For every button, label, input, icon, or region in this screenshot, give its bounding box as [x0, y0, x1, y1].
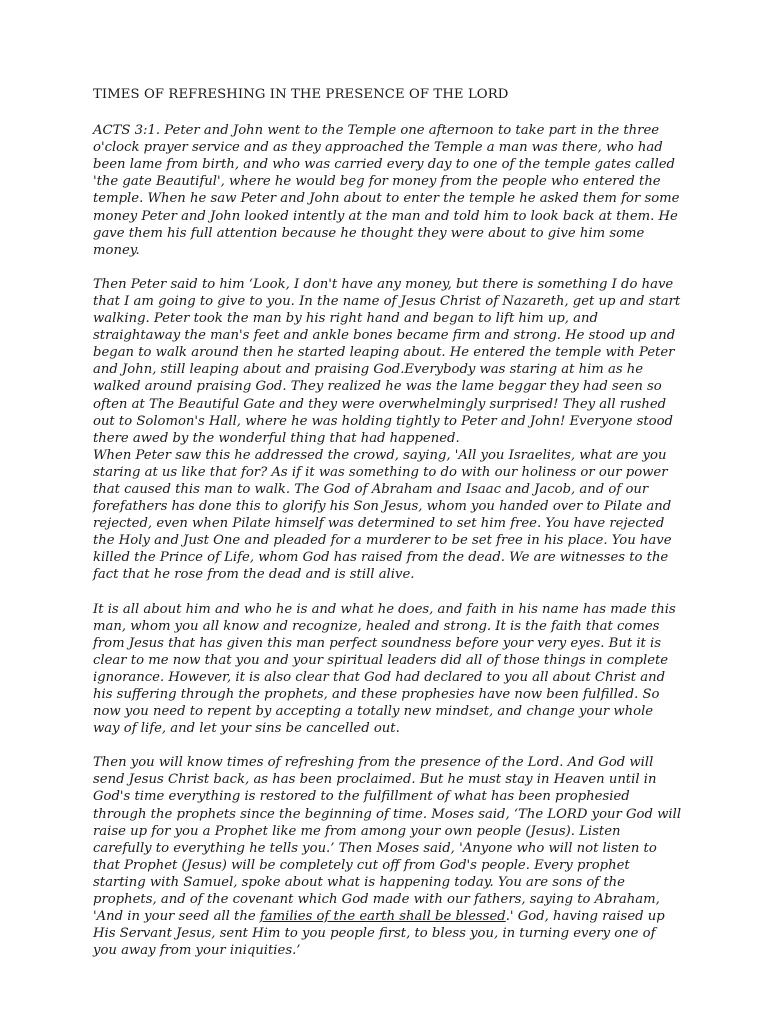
underlined-phrase: families of the earth shall be blessed [259, 909, 506, 925]
paragraph-text-after: .' God, having raised up His Servant Jesus, sent Him to you people first, to bless you, in turning every one of you away from your iniquities.’ [93, 909, 665, 959]
paragraph-peter-address: When Peter saw this he addressed the crowd, saying, 'All you Israelites, what are you staring at us like that for? As if it was something to do with our holiness or our power that caused this man to walk. The God of Abraham and Isaac and Jacob, and of our forefathers has done this to glorify his Son Jesus, whom you handed over to Pilate and rejected, even when Pilate himself was determined to set him free. You have rejected the Holy and Just One and pleaded for a murderer to be set free in his place. You have killed the Prince of Life, whom God has raised from the dead. We are witnesses to the fact that he rose from the dead and is still alive. [93, 447, 672, 583]
paragraph-faith-in-name: It is all about him and who he is and what he does, and faith in his name has made this man, whom you all know and recognize, healed and strong. It is the faith that comes from Jesus that has given this man perfect soundness before your very eyes. But it is clear to me now that you and your spiritual leaders did all of those things in complete ignorance. However, it is also clear that God had declared to you all about Christ and his suffering through the prophets, and these prophesies have now been fulfilled. So now you need to repent by accepting a totally new mindset, and change your whole way of life, and let your sins be cancelled out. [93, 601, 676, 737]
paragraph-acts-intro: ACTS 3:1. Peter and John went to the Temple one afternoon to take part in the three o'clock prayer service and as they approached the Temple a man was there, who had been lame from birth, and who was carried every day to one of the temple gates called 'the gate Beautiful', where he would beg for money from the people who entered the temple. When he saw Peter and John about to enter the temple he asked them for some money Peter and John looked intently at the man and told him to look back at them. He gave them his full attention because he thought they were about to give him some money. [93, 123, 680, 258]
document-body [93, 86, 683, 959]
paragraph-text-before: Then you will know times of refreshing from the presence of the Lord. And God will send Jesus Christ back, as has been proclaimed. But he must stay in Heaven until in God's time everything is restored to the fulfillment of what has been prophesied through the prophets since the beginning of time. Moses said, ‘The LORD your God will raise up for you a Prophet like me from among your own people (Jesus). Listen carefully to everything he tells you.’ Then Moses said, 'Anyone who will not listen to that Prophet (Jesus) will be completely cut off from God's people. Every prophet starting with Samuel, spoke about what is happening today. You are sons of the prophets, and of the covenant which God made with our fathers, saying to Abraham, 'And in your seed all the [93, 755, 682, 925]
paragraph-peter-healing: Then Peter said to him ‘Look, I don't have any money, but there is something I do have that I am going to give to you. In the name of Jesus Christ of Nazareth, get up and start walking. Peter took the man by his right hand and began to lift him up, and straightaway the man's feet and ankle bones became firm and strong. He stood up and began to walk around then he started leaping about. He entered the temple with Peter and John, still leaping about and praising God.Everybody was staring at him as he walked around praising God. They realized he was the lame beggar they had seen so often at The Beautiful Gate and they were overwhelmingly surprised! They all rushed out to Solomon's Hall, where he was holding tightly to Peter and John! Everyone stood there awed by the wonderful thing that had happened. [93, 276, 681, 446]
paragraph-times-of-refreshing [93, 754, 683, 959]
document-title: TIMES OF REFRESHING IN THE PRESENCE OF THE LORD [93, 87, 509, 102]
